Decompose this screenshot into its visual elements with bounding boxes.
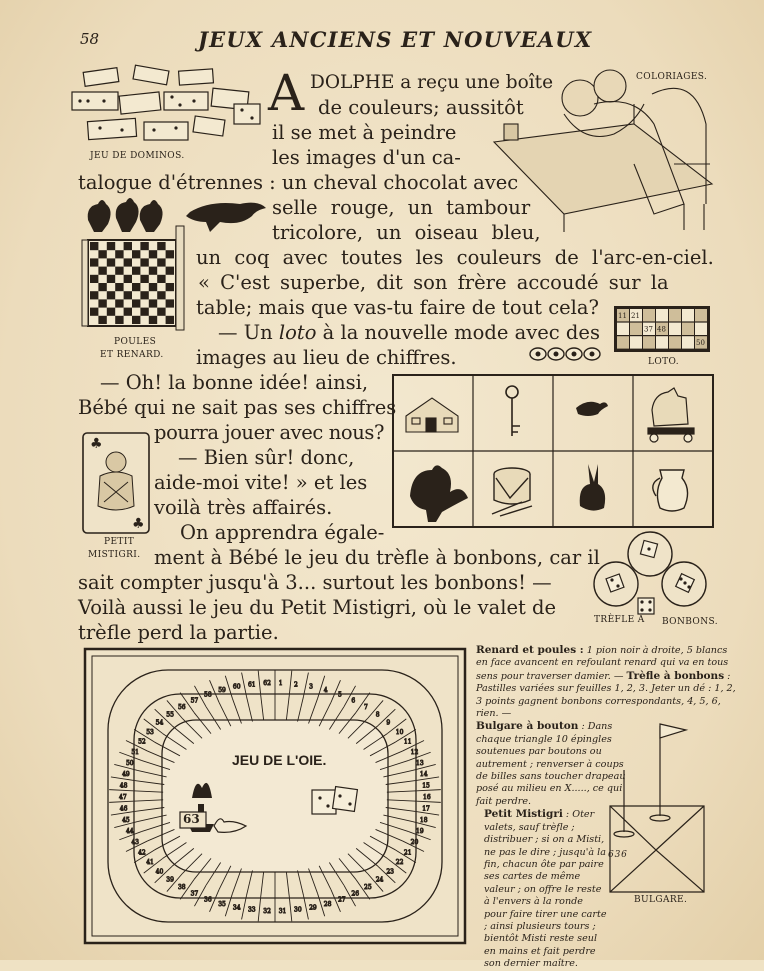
- house-picture: [406, 398, 458, 432]
- goose-square-number: 38: [177, 884, 186, 892]
- goose-square-number: 2: [294, 681, 298, 689]
- page-title: JEUX ANCIENS ET NOUVEAUX: [198, 27, 593, 52]
- text-line: un coq avec toutes les couleurs de l'arc-en-ciel.: [196, 246, 714, 269]
- text-line: tricolore, un oiseau bleu,: [272, 221, 541, 244]
- caption-trefle-1: TRÈFLE A: [594, 615, 645, 625]
- goose-square-number: 21: [403, 849, 412, 857]
- goose-square-number: 22: [395, 859, 404, 867]
- svg-text:50: 50: [696, 339, 705, 348]
- goose-square-number: 40: [155, 868, 164, 876]
- goose-square-number: 31: [278, 907, 287, 915]
- goose-square-number: 10: [395, 728, 404, 736]
- text-line: talogue d'étrennes : un cheval chocolat avec: [78, 171, 519, 194]
- goose-square-number: 1: [278, 680, 283, 688]
- goose-square-number: 8: [375, 711, 380, 719]
- goose-square-number: 20: [410, 838, 419, 846]
- goose-square-number: 17: [422, 805, 430, 813]
- dominos-illustration: [64, 66, 264, 146]
- goose-square-number: 28: [323, 900, 332, 908]
- rules-paragraph-3: [476, 808, 608, 970]
- bird-picture: [576, 402, 608, 416]
- goose-square-number: 60: [232, 683, 241, 691]
- goose-square-number: 35: [218, 900, 226, 908]
- text-line: pourra jouer avec nous?: [154, 421, 385, 444]
- rule-title-renard: Renard et poules :: [476, 644, 584, 656]
- loto-counters-illustration: [528, 346, 604, 364]
- text-line: il se met à peindre: [272, 121, 457, 144]
- rule-title-bulgare: Bulgare à bouton: [476, 720, 579, 733]
- caption-dominos: JEU DE DOMINOS.: [90, 151, 185, 161]
- goose-square-number: 26: [351, 890, 360, 898]
- goose-square-number: 43: [131, 838, 139, 846]
- text-line: de couleurs; aussitôt: [318, 96, 524, 119]
- text-line: table; mais que vas-tu faire de tout cela?: [196, 296, 599, 319]
- text-line: les images d'un ca-: [272, 146, 461, 169]
- goose-square-number: 55: [166, 711, 174, 719]
- svg-text:37: 37: [644, 325, 653, 334]
- goose-square-number: 24: [375, 876, 384, 884]
- jug-picture: [653, 470, 688, 511]
- goose-square-number: 34: [232, 904, 241, 912]
- rule-title-trefle: Trèfle à bonbons: [626, 669, 725, 682]
- caption-poules-2: ET RENARD.: [100, 350, 164, 360]
- goose-square-number: 13: [416, 759, 424, 767]
- goose-square-number: 42: [138, 849, 146, 857]
- goose-square-number: 54: [155, 719, 164, 727]
- goose-square-number: 11: [403, 738, 412, 746]
- dice-picture: [312, 787, 357, 814]
- rules-paragraph-2: [476, 720, 626, 808]
- goose-square-number: 59: [218, 687, 226, 695]
- drum-picture: [492, 468, 532, 516]
- caption-mistigri-2: MISTIGRI.: [88, 550, 141, 560]
- caption-coloriages: COLORIAGES.: [636, 72, 708, 82]
- text-line: — Oh! la bonne idée! ainsi,: [100, 371, 369, 394]
- goose-square-number: 41: [146, 859, 154, 867]
- svg-text:48: 48: [657, 325, 666, 334]
- page-number: 58: [80, 30, 100, 48]
- text-line: Voilà aussi le jeu du Petit Mistigri, où le valet de: [78, 596, 557, 619]
- rules-paragraph-1: [476, 644, 738, 720]
- svg-text:♣: ♣: [90, 436, 103, 452]
- goose-square-number: 27: [337, 896, 346, 904]
- key-picture: [506, 386, 520, 436]
- goose-square-number: 6: [351, 697, 356, 705]
- goose-square-number: 25: [364, 884, 372, 892]
- goose-square-number: 5: [337, 691, 342, 699]
- toy-horse-picture: [648, 388, 694, 442]
- goose-square-number: 9: [386, 719, 391, 727]
- text-line: — Bien sûr! donc,: [178, 446, 355, 469]
- goose-square-number: 57: [190, 697, 199, 705]
- goose-square-number: 44: [125, 828, 134, 836]
- goose-game-board: [84, 648, 466, 944]
- caption-bulgare: BULGARE.: [634, 895, 688, 905]
- bulgare-marks: 6 3 6: [608, 850, 626, 860]
- goose-square-number: 29: [309, 904, 317, 912]
- goose-square-number: 48: [119, 782, 128, 790]
- caption-poules-1: POULES: [114, 337, 157, 347]
- goose-square-number: 47: [119, 794, 127, 801]
- goose-square-number: 19: [416, 828, 424, 836]
- svg-text:21: 21: [631, 312, 640, 320]
- rule-title-mistigri: Petit Mistigri: [484, 808, 563, 821]
- text-line: images au lieu de chiffres.: [196, 346, 457, 369]
- text-line: DOLPHE a reçu une boîte: [310, 72, 554, 93]
- goose-square-number: 45: [122, 816, 130, 824]
- text-line: ment à Bébé le jeu du trèfle à bonbons, car il: [154, 546, 600, 569]
- goose-square-number: 7: [364, 703, 368, 711]
- text-line: trèfle perd la partie.: [78, 621, 279, 644]
- goose-square-number: 39: [166, 876, 174, 884]
- goose-square-number: 14: [419, 771, 428, 779]
- loto-board-illustration: [614, 306, 710, 352]
- goose-square-number: 58: [204, 691, 212, 699]
- goose-game-title: JEU DE L'OIE.: [232, 752, 327, 768]
- rule-text-renard: 1 pion noir à droite, 5 blancs en face avancent en refoulant renard qui va en tous sens pour traverser damier. —: [476, 645, 729, 682]
- goose-square-number: 62: [263, 680, 271, 688]
- rooster-picture: [410, 465, 468, 522]
- caption-mistigri-1: PETIT: [104, 537, 135, 547]
- svg-text:11: 11: [618, 312, 627, 320]
- goose-square-number: 50: [125, 759, 134, 767]
- goose-square-number: 37: [190, 890, 199, 898]
- goose-square-number: 16: [423, 794, 431, 801]
- text-line: — Un loto à la nouvelle mode avec des: [218, 321, 600, 344]
- goose-square-number: 46: [119, 805, 128, 813]
- goose-square-number: 51: [131, 749, 139, 757]
- goose-square-number: 33: [247, 906, 256, 914]
- goose-square-number: 3: [309, 683, 313, 691]
- goose-start-number: 63: [183, 812, 200, 826]
- caption-trefle-2: BONBONS.: [662, 617, 718, 627]
- goose-square-number: 56: [177, 703, 186, 711]
- image-loto-grid: [392, 374, 714, 528]
- goose-square-number: 4: [323, 687, 328, 695]
- text-line: Bébé qui ne sait pas ses chiffres: [78, 396, 397, 419]
- rabbit-picture: [580, 464, 605, 511]
- drop-cap: A: [268, 64, 305, 122]
- goose-square-number: 36: [204, 896, 212, 904]
- text-line: « C'est superbe, dit son frère accoudé sur la: [198, 271, 669, 294]
- rule-text-mistigri: : Oter valets, sauf trèfle ; distribuer ; si on a Misti, ne pas le dire ; jusqu'à la fin, chacun ôte par paire ses cartes de même valeur ; on offre le reste à l'envers à la ronde pour faire tirer une carte ; ainsi plusieurs tours ; bientôt Misti reste seul en mains et fait perdre son dernier maître.: [484, 809, 607, 970]
- goose-square-number: 12: [410, 749, 419, 757]
- text-line: aide-moi vite! » et les: [154, 471, 368, 494]
- text-line: On apprendra égale-: [180, 521, 385, 544]
- rule-text-bulgare: : Dans chaque triangle 10 épingles soutenues par boutons ou autrement ; renverser à coups de billes sans toucher drapeau posé au milieu en X....., ce qui fait perdre.: [476, 721, 626, 807]
- goose-square-number: 52: [138, 738, 146, 746]
- goose-square-number: 61: [247, 681, 256, 689]
- text-line: sait compter jusqu'à 3... surtout les bonbons! —: [78, 571, 552, 594]
- trefle-illustration: [586, 528, 714, 620]
- text-line: voilà très affairés.: [154, 496, 333, 519]
- svg-text:♣: ♣: [132, 516, 145, 532]
- caption-loto: LOTO.: [648, 357, 680, 367]
- goose-square-number: 15: [422, 782, 430, 790]
- rules-sidebar: [476, 644, 744, 971]
- goose-square-number: 32: [263, 907, 271, 915]
- mistigri-card-illustration: [82, 432, 152, 536]
- goose-square-number: 30: [294, 906, 302, 914]
- goose-square-number: 23: [386, 868, 394, 876]
- text-line: selle rouge, un tambour: [272, 196, 531, 219]
- goose-square-number: 18: [419, 816, 428, 824]
- goose-square-number: 53: [146, 728, 154, 736]
- rule-text-trefle: : Pastilles variées sur feuilles 1, 2, 3. Jeter un dé : 1, 2, 3 points gagnent bonbons correspondants, 4, 5, 6, rien. —: [476, 670, 736, 720]
- goose-square-number: 49: [122, 771, 130, 779]
- checkerboard-illustration: [78, 222, 188, 330]
